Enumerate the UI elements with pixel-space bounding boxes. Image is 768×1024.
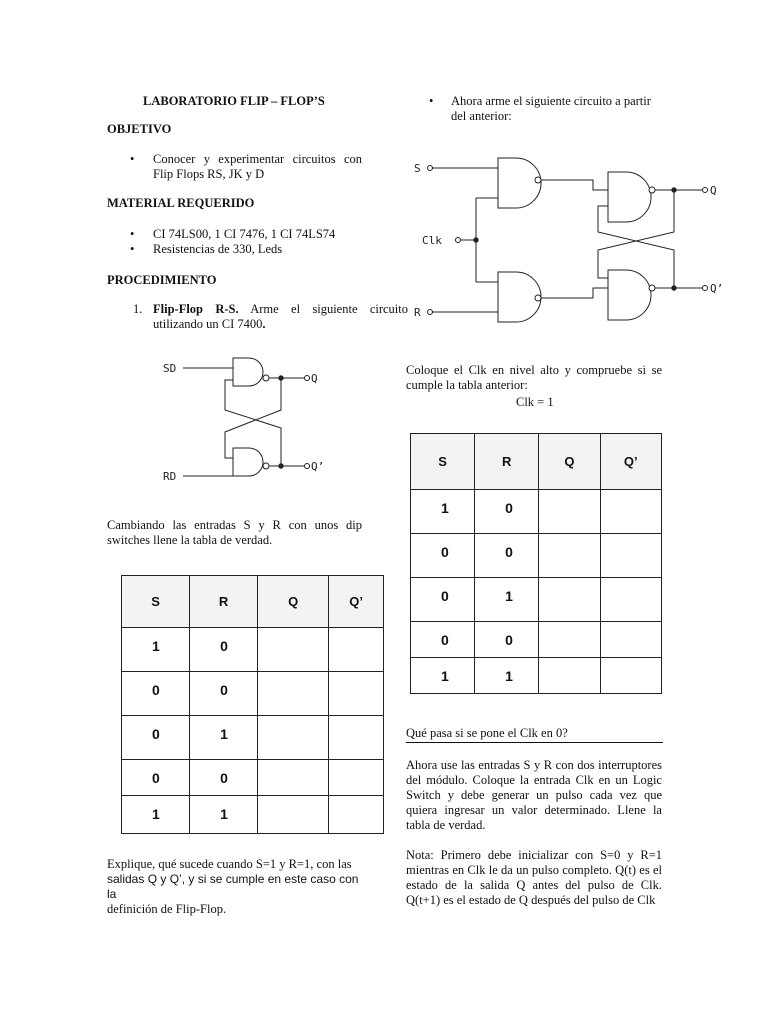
cell-r: 0 xyxy=(190,760,258,796)
cell-s: 0 xyxy=(122,672,190,716)
cell-qbar[interactable] xyxy=(329,796,384,834)
answer-line[interactable] xyxy=(406,742,663,743)
r-label: R xyxy=(414,306,421,319)
cell-q[interactable] xyxy=(258,760,329,796)
cell-s: 1 xyxy=(411,658,475,694)
clk-equals: Clk = 1 xyxy=(516,395,554,409)
objetivo-heading: OBJETIVO xyxy=(107,122,172,136)
explique-line: Explique, qué sucede cuando S=1 y R=1, con las xyxy=(107,857,352,871)
col-header-qbar: Q’ xyxy=(329,576,384,628)
explique-line: definición de Flip-Flop. xyxy=(107,902,227,916)
material-item: • CI 74LS00, 1 CI 7476, 1 CI 74LS74 xyxy=(107,227,362,242)
table-header-row xyxy=(411,434,662,490)
right-bullet-list xyxy=(406,94,666,123)
table-row xyxy=(411,622,662,658)
sd-label: SD xyxy=(163,362,177,375)
col-header-q: Q xyxy=(539,434,600,490)
material-heading: MATERIAL REQUERIDO xyxy=(107,196,255,210)
table-row xyxy=(411,578,662,622)
ahora-text: Ahora use las entradas S y R con dos interruptores del módulo. Coloque la entrada Clk en un Logic Switch y debe generar un pulso cada vez que quiera ingresar un valor determinado. Llene la tabla de verdad. xyxy=(406,758,662,832)
table-row xyxy=(122,796,384,834)
cell-qbar[interactable] xyxy=(329,672,384,716)
table-header-row xyxy=(122,576,384,628)
cell-qbar[interactable] xyxy=(600,578,661,622)
cell-q[interactable] xyxy=(539,490,600,534)
explique-line: salidas Q y Q’, y si se cumple en este caso con la xyxy=(107,872,359,901)
col-header-s: S xyxy=(411,434,475,490)
cell-qbar[interactable] xyxy=(329,760,384,796)
cell-q[interactable] xyxy=(539,622,600,658)
cell-s: 0 xyxy=(411,578,475,622)
objetivo-item: • Conocer y experimentar circuitos con Flip Flops RS, JK y D xyxy=(107,152,362,181)
col-header-q: Q xyxy=(258,576,329,628)
objetivo-list xyxy=(107,152,362,181)
cell-s: 0 xyxy=(411,534,475,578)
dip-instructions: Cambiando las entradas S y R con unos dip switches llene la tabla de verdad. xyxy=(107,518,362,547)
step-period: . xyxy=(262,317,266,331)
truth-table-2 xyxy=(410,433,662,694)
step-title: Flip-Flop R-S. xyxy=(153,302,239,316)
table-row xyxy=(122,628,384,672)
cell-s: 0 xyxy=(122,716,190,760)
col-header-qbar: Q’ xyxy=(600,434,661,490)
cell-qbar[interactable] xyxy=(600,534,661,578)
cell-q[interactable] xyxy=(539,658,600,694)
nota-text: Nota: Primero debe inicializar con S=0 y R=1 mientras en Clk le da un pulso completo. Q(t) es el estado de la salida Q antes del pulso de Clk. Q(t+1) es el estado de Q después del pulso de Clk xyxy=(406,848,662,907)
explique-text xyxy=(107,857,367,917)
step-number: 1. xyxy=(133,302,143,316)
qbar-label: Q’ xyxy=(710,282,724,295)
cell-q[interactable] xyxy=(258,628,329,672)
clk-label: Clk xyxy=(422,234,442,247)
cell-qbar[interactable] xyxy=(600,658,661,694)
cell-s: 1 xyxy=(411,490,475,534)
cell-qbar[interactable] xyxy=(329,716,384,760)
rs-flipflop-diagram xyxy=(155,350,370,490)
cell-q[interactable] xyxy=(258,672,329,716)
qbar-label: Q’ xyxy=(311,460,325,473)
cell-r: 1 xyxy=(190,796,258,834)
cell-r: 1 xyxy=(475,658,539,694)
cell-r: 0 xyxy=(475,490,539,534)
cell-s: 1 xyxy=(122,628,190,672)
procedimiento-heading: PROCEDIMIENTO xyxy=(107,273,217,287)
table-row xyxy=(122,760,384,796)
cell-r: 0 xyxy=(190,628,258,672)
cell-q[interactable] xyxy=(539,534,600,578)
step-text: Arme el siguiente circuito utilizando un CI 7400 xyxy=(153,302,408,331)
col-header-r: R xyxy=(475,434,539,490)
truth-table-1 xyxy=(121,575,384,834)
cell-q[interactable] xyxy=(258,716,329,760)
table-row xyxy=(411,490,662,534)
cell-r: 0 xyxy=(475,534,539,578)
col-header-s: S xyxy=(122,576,190,628)
right-bullet-item: • Ahora arme el siguiente circuito a partir del anterior: xyxy=(406,94,666,123)
cell-qbar[interactable] xyxy=(329,628,384,672)
cell-q[interactable] xyxy=(258,796,329,834)
table-row xyxy=(411,534,662,578)
cell-r: 1 xyxy=(475,578,539,622)
cell-s: 1 xyxy=(122,796,190,834)
coloque-text: Coloque el Clk en nivel alto y compruebe si se cumple la tabla anterior: xyxy=(406,363,662,392)
cell-r: 0 xyxy=(190,672,258,716)
cell-s: 0 xyxy=(411,622,475,658)
material-list xyxy=(107,227,362,256)
document-title: LABORATORIO FLIP – FLOP’S xyxy=(143,94,325,108)
cell-s: 0 xyxy=(122,760,190,796)
material-item: • Resistencias de 330, Leds xyxy=(107,242,362,257)
col-header-r: R xyxy=(190,576,258,628)
cell-r: 1 xyxy=(190,716,258,760)
s-label: S xyxy=(414,162,421,175)
q-label: Q xyxy=(710,184,717,197)
table-row xyxy=(122,716,384,760)
clk-zero-question: Qué pasa si se pone el Clk en 0? xyxy=(406,726,568,740)
cell-r: 0 xyxy=(475,622,539,658)
table-row xyxy=(122,672,384,716)
q-label: Q xyxy=(311,372,318,385)
cell-q[interactable] xyxy=(539,578,600,622)
rd-label: RD xyxy=(163,470,177,483)
clocked-rs-flipflop-diagram xyxy=(408,150,728,330)
table-row xyxy=(411,658,662,694)
cell-qbar[interactable] xyxy=(600,490,661,534)
step-1 xyxy=(107,302,408,332)
cell-qbar[interactable] xyxy=(600,622,661,658)
